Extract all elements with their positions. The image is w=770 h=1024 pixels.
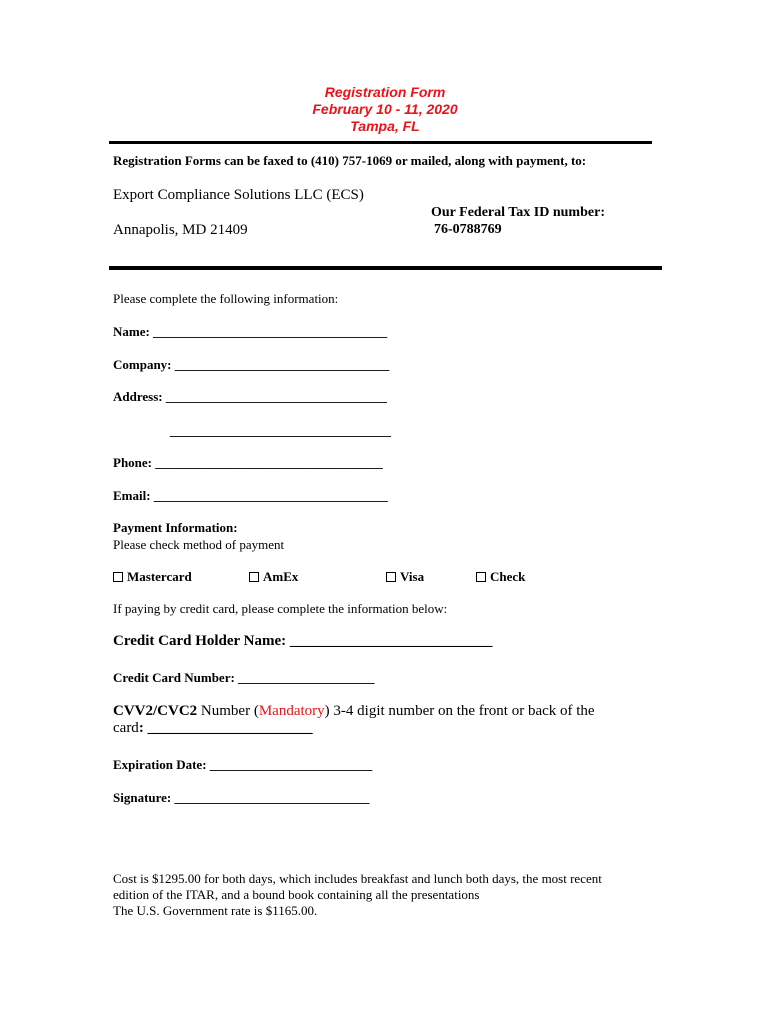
event-dates: February 10 - 11, 2020	[312, 101, 458, 117]
payment-option-label: Check	[490, 569, 526, 584]
phone-field[interactable]: Phone: ___________________________________	[113, 455, 383, 470]
payment-heading: Payment Information:	[113, 520, 238, 535]
expiration-field[interactable]: Expiration Date: _________________________	[113, 757, 373, 772]
cvv-field[interactable]	[113, 720, 313, 737]
company-name: Export Compliance Solutions LLC (ECS)	[113, 187, 364, 203]
cvv-mandatory: Mandatory	[258, 703, 325, 719]
info-prompt: Please complete the following information:	[113, 291, 339, 306]
cost-line-1: Cost is $1295.00 for both days, which includes breakfast and lunch both days, the most recent	[113, 871, 602, 886]
cvv-colon: :	[138, 720, 144, 736]
government-rate: The U.S. Government rate is $1165.00.	[113, 903, 318, 918]
tax-id-number: 76-0788769	[434, 222, 502, 237]
payment-option-visa[interactable]	[386, 569, 424, 585]
payment-option-mastercard[interactable]	[113, 569, 192, 585]
checkbox-icon[interactable]	[113, 572, 123, 582]
tax-id-label: Our Federal Tax ID number:	[431, 205, 605, 220]
middle-divider	[109, 266, 662, 270]
name-field[interactable]: Name: ____________________________________	[113, 324, 388, 339]
cvv-description: ) 3-4 digit number on the front or back of the	[324, 703, 595, 719]
payment-prompt: Please check method of payment	[113, 537, 285, 552]
signature-field[interactable]: Signature: ______________________________	[113, 790, 370, 805]
top-divider	[109, 141, 652, 144]
card-number-field[interactable]: Credit Card Number: _____________________	[113, 670, 375, 685]
payment-option-label: Visa	[400, 569, 425, 584]
intro-text: Registration Forms can be faxed to (410) 757-1069 or mailed, along with payment, to:	[113, 153, 587, 168]
form-title: Registration Form	[324, 84, 446, 100]
cvv-card-word: card	[113, 720, 139, 736]
card-holder-field[interactable]: Credit Card Holder Name: ___________________________	[113, 633, 493, 649]
cc-prompt: If paying by credit card, please complete the information below:	[113, 601, 448, 616]
payment-option-check[interactable]	[476, 569, 525, 585]
payment-option-label: AmEx	[263, 569, 299, 584]
event-location: Tampa, FL	[350, 118, 420, 134]
cvv-label: CVV2/CVC2	[113, 703, 198, 719]
company-city: Annapolis, MD 21409	[113, 222, 248, 238]
checkbox-icon[interactable]	[386, 572, 396, 582]
payment-option-label: Mastercard	[127, 569, 192, 584]
address-line2-field[interactable]: __________________________________	[170, 423, 391, 438]
checkbox-icon[interactable]	[249, 572, 259, 582]
cvv-blank[interactable]: ______________________	[143, 720, 313, 736]
payment-option-amex[interactable]	[249, 569, 298, 585]
cost-line-2: edition of the ITAR, and a bound book containing all the presentations	[113, 887, 480, 902]
email-field[interactable]: Email: ____________________________________	[113, 488, 388, 503]
address-field[interactable]: Address: __________________________________	[113, 389, 387, 404]
cvv-line	[113, 703, 595, 720]
company-field[interactable]: Company: _________________________________	[113, 357, 390, 372]
cvv-number-text: Number (	[197, 703, 259, 719]
checkbox-icon[interactable]	[476, 572, 486, 582]
